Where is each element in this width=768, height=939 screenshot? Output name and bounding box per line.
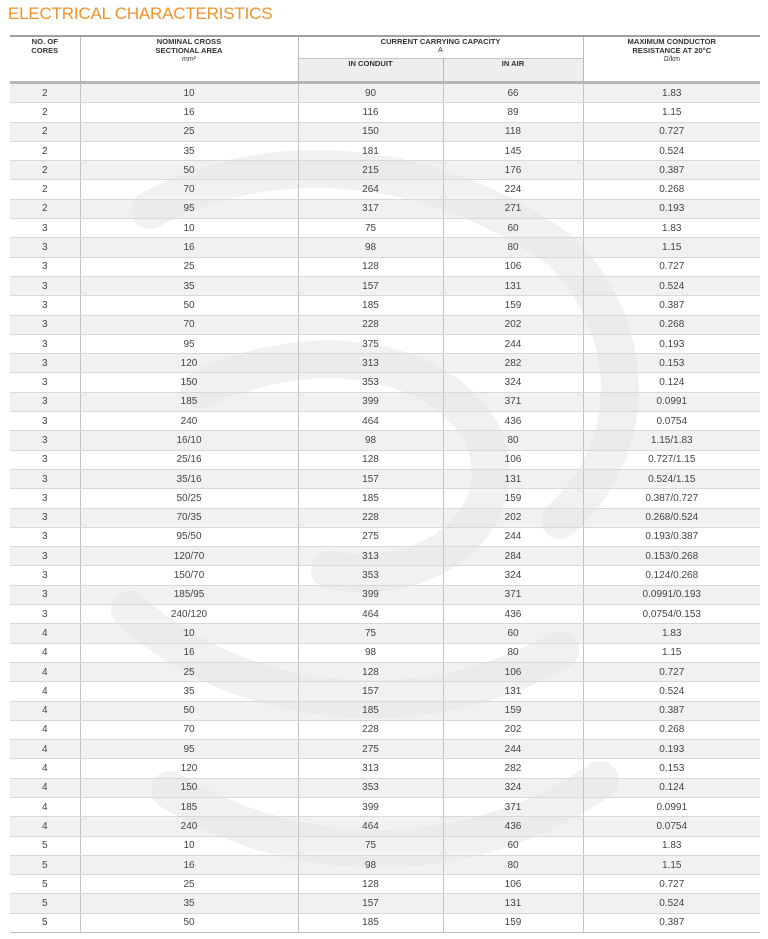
cell-cores: 3 bbox=[10, 450, 80, 469]
cell-resistance: 1.83 bbox=[583, 219, 760, 238]
cell-in-air: 80 bbox=[443, 855, 583, 874]
cell-in-air: 106 bbox=[443, 875, 583, 894]
cell-in-conduit: 228 bbox=[298, 315, 443, 334]
cell-in-air: 159 bbox=[443, 489, 583, 508]
table-row bbox=[10, 759, 760, 778]
cell-area: 240 bbox=[80, 817, 298, 836]
table-row bbox=[10, 296, 760, 315]
cell-resistance: 0.0754 bbox=[583, 412, 760, 431]
table-row bbox=[10, 527, 760, 546]
cell-area: 95/50 bbox=[80, 527, 298, 546]
cell-resistance: 0.727 bbox=[583, 875, 760, 894]
cell-resistance: 0.193 bbox=[583, 334, 760, 353]
cell-resistance: 0.727 bbox=[583, 122, 760, 141]
electrical-characteristics-table bbox=[10, 35, 760, 933]
cell-cores: 3 bbox=[10, 489, 80, 508]
cell-resistance: 0.268 bbox=[583, 180, 760, 199]
cell-cores: 5 bbox=[10, 836, 80, 855]
cell-in-conduit: 150 bbox=[298, 122, 443, 141]
table-row bbox=[10, 219, 760, 238]
cell-in-air: 106 bbox=[443, 662, 583, 681]
cell-resistance: 0.387 bbox=[583, 701, 760, 720]
cell-resistance: 0.124 bbox=[583, 778, 760, 797]
cell-area: 240 bbox=[80, 412, 298, 431]
cell-cores: 3 bbox=[10, 431, 80, 450]
cell-in-conduit: 157 bbox=[298, 276, 443, 295]
header-in-air: IN AIR bbox=[443, 59, 583, 83]
cell-area: 35/16 bbox=[80, 469, 298, 488]
cell-in-conduit: 399 bbox=[298, 797, 443, 816]
cell-in-conduit: 157 bbox=[298, 894, 443, 913]
table-body bbox=[10, 83, 760, 933]
cell-in-conduit: 464 bbox=[298, 817, 443, 836]
cell-in-conduit: 98 bbox=[298, 855, 443, 874]
cell-cores: 3 bbox=[10, 392, 80, 411]
cell-area: 95 bbox=[80, 334, 298, 353]
cell-in-conduit: 75 bbox=[298, 836, 443, 855]
cell-area: 150/70 bbox=[80, 566, 298, 585]
cell-in-air: 371 bbox=[443, 585, 583, 604]
cell-cores: 3 bbox=[10, 527, 80, 546]
cell-area: 10 bbox=[80, 624, 298, 643]
cell-area: 50 bbox=[80, 161, 298, 180]
table-row bbox=[10, 605, 760, 624]
cell-area: 25 bbox=[80, 122, 298, 141]
cell-in-conduit: 317 bbox=[298, 199, 443, 218]
cell-in-air: 60 bbox=[443, 836, 583, 855]
cell-in-conduit: 181 bbox=[298, 141, 443, 160]
cell-cores: 2 bbox=[10, 103, 80, 122]
table-row bbox=[10, 547, 760, 566]
header-current-capacity: CURRENT CARRYING CAPACITY A bbox=[298, 36, 583, 59]
cell-in-air: 131 bbox=[443, 894, 583, 913]
cell-cores: 3 bbox=[10, 238, 80, 257]
table-row bbox=[10, 412, 760, 431]
cell-in-conduit: 464 bbox=[298, 412, 443, 431]
table-row bbox=[10, 469, 760, 488]
cell-in-conduit: 75 bbox=[298, 624, 443, 643]
cell-in-conduit: 185 bbox=[298, 701, 443, 720]
cell-cores: 2 bbox=[10, 141, 80, 160]
cell-cores: 3 bbox=[10, 296, 80, 315]
cell-in-conduit: 90 bbox=[298, 83, 443, 103]
cell-in-air: 202 bbox=[443, 720, 583, 739]
cell-resistance: 1.15 bbox=[583, 238, 760, 257]
cell-in-air: 282 bbox=[443, 354, 583, 373]
cell-in-air: 106 bbox=[443, 257, 583, 276]
cell-area: 16 bbox=[80, 643, 298, 662]
cell-in-air: 159 bbox=[443, 296, 583, 315]
cell-in-air: 159 bbox=[443, 913, 583, 932]
cell-resistance: 1.15 bbox=[583, 643, 760, 662]
table-row bbox=[10, 778, 760, 797]
cell-area: 50/25 bbox=[80, 489, 298, 508]
cell-cores: 4 bbox=[10, 817, 80, 836]
cell-area: 120 bbox=[80, 759, 298, 778]
table-row bbox=[10, 662, 760, 681]
cell-in-air: 80 bbox=[443, 431, 583, 450]
cell-in-conduit: 228 bbox=[298, 508, 443, 527]
cell-resistance: 0.153 bbox=[583, 759, 760, 778]
cell-area: 150 bbox=[80, 373, 298, 392]
cell-in-conduit: 128 bbox=[298, 662, 443, 681]
cell-resistance: 0.0754/0.153 bbox=[583, 605, 760, 624]
cell-cores: 3 bbox=[10, 508, 80, 527]
cell-resistance: 0.268 bbox=[583, 315, 760, 334]
cell-area: 16 bbox=[80, 103, 298, 122]
cell-area: 10 bbox=[80, 219, 298, 238]
cell-cores: 4 bbox=[10, 778, 80, 797]
cell-in-conduit: 98 bbox=[298, 643, 443, 662]
cell-in-air: 436 bbox=[443, 817, 583, 836]
cell-cores: 3 bbox=[10, 469, 80, 488]
cell-resistance: 0.387 bbox=[583, 296, 760, 315]
cell-area: 16/10 bbox=[80, 431, 298, 450]
cell-cores: 5 bbox=[10, 913, 80, 932]
cell-area: 35 bbox=[80, 682, 298, 701]
cell-resistance: 1.15 bbox=[583, 103, 760, 122]
table-row bbox=[10, 913, 760, 932]
cell-area: 95 bbox=[80, 740, 298, 759]
table-row bbox=[10, 103, 760, 122]
cell-in-air: 282 bbox=[443, 759, 583, 778]
cell-resistance: 0.387/0.727 bbox=[583, 489, 760, 508]
cell-resistance: 0.193 bbox=[583, 740, 760, 759]
cell-area: 35 bbox=[80, 276, 298, 295]
cell-resistance: 0.524 bbox=[583, 682, 760, 701]
cell-cores: 3 bbox=[10, 315, 80, 334]
cell-cores: 2 bbox=[10, 161, 80, 180]
cell-area: 70 bbox=[80, 180, 298, 199]
cell-in-air: 244 bbox=[443, 527, 583, 546]
cell-cores: 2 bbox=[10, 199, 80, 218]
cell-in-conduit: 128 bbox=[298, 875, 443, 894]
cell-in-air: 106 bbox=[443, 450, 583, 469]
header-no-of-cores: NO. OF CORES bbox=[10, 36, 80, 83]
cell-in-conduit: 275 bbox=[298, 740, 443, 759]
table-row bbox=[10, 624, 760, 643]
cell-in-conduit: 185 bbox=[298, 913, 443, 932]
cell-in-conduit: 215 bbox=[298, 161, 443, 180]
cell-area: 25 bbox=[80, 875, 298, 894]
cell-in-air: 284 bbox=[443, 547, 583, 566]
table-row bbox=[10, 199, 760, 218]
table-row bbox=[10, 141, 760, 160]
cell-area: 185/95 bbox=[80, 585, 298, 604]
cell-in-air: 131 bbox=[443, 276, 583, 295]
cell-cores: 5 bbox=[10, 894, 80, 913]
cell-in-conduit: 353 bbox=[298, 566, 443, 585]
cell-cores: 3 bbox=[10, 334, 80, 353]
cell-cores: 4 bbox=[10, 797, 80, 816]
cell-in-air: 202 bbox=[443, 315, 583, 334]
cell-cores: 4 bbox=[10, 624, 80, 643]
cell-in-conduit: 264 bbox=[298, 180, 443, 199]
page-title: ELECTRICAL CHARACTERISTICS bbox=[8, 4, 273, 23]
cell-resistance: 0.387 bbox=[583, 161, 760, 180]
cell-in-conduit: 228 bbox=[298, 720, 443, 739]
cell-in-air: 145 bbox=[443, 141, 583, 160]
table-row bbox=[10, 643, 760, 662]
cell-area: 70/35 bbox=[80, 508, 298, 527]
cell-in-air: 202 bbox=[443, 508, 583, 527]
cell-in-air: 324 bbox=[443, 566, 583, 585]
cell-area: 35 bbox=[80, 894, 298, 913]
table-row bbox=[10, 122, 760, 141]
cell-resistance: 1.15/1.83 bbox=[583, 431, 760, 450]
cell-cores: 3 bbox=[10, 373, 80, 392]
cell-cores: 4 bbox=[10, 720, 80, 739]
table-row bbox=[10, 315, 760, 334]
header-in-conduit: IN CONDUIT bbox=[298, 59, 443, 83]
cell-area: 50 bbox=[80, 296, 298, 315]
cell-resistance: 0.727 bbox=[583, 662, 760, 681]
cell-cores: 4 bbox=[10, 643, 80, 662]
cell-area: 120/70 bbox=[80, 547, 298, 566]
cell-cores: 4 bbox=[10, 740, 80, 759]
cell-in-air: 131 bbox=[443, 682, 583, 701]
cell-in-air: 60 bbox=[443, 624, 583, 643]
table-row bbox=[10, 701, 760, 720]
header-nominal-area: NOMINAL CROSS SECTIONAL AREA mm² bbox=[80, 36, 298, 83]
cell-area: 16 bbox=[80, 238, 298, 257]
cell-resistance: 0.524 bbox=[583, 894, 760, 913]
cell-in-air: 324 bbox=[443, 373, 583, 392]
cell-resistance: 0.153/0.268 bbox=[583, 547, 760, 566]
cell-area: 35 bbox=[80, 141, 298, 160]
table-row bbox=[10, 354, 760, 373]
cell-resistance: 0.0991 bbox=[583, 797, 760, 816]
cell-in-air: 80 bbox=[443, 643, 583, 662]
cell-cores: 2 bbox=[10, 180, 80, 199]
cell-resistance: 0.524 bbox=[583, 141, 760, 160]
table-row bbox=[10, 489, 760, 508]
cell-cores: 4 bbox=[10, 662, 80, 681]
cell-in-conduit: 375 bbox=[298, 334, 443, 353]
cell-in-conduit: 353 bbox=[298, 373, 443, 392]
cell-area: 70 bbox=[80, 720, 298, 739]
cell-area: 10 bbox=[80, 836, 298, 855]
cell-resistance: 0.124 bbox=[583, 373, 760, 392]
cell-cores: 3 bbox=[10, 354, 80, 373]
cell-in-air: 436 bbox=[443, 412, 583, 431]
cell-resistance: 1.83 bbox=[583, 624, 760, 643]
cell-in-conduit: 185 bbox=[298, 489, 443, 508]
table-row bbox=[10, 238, 760, 257]
cell-cores: 3 bbox=[10, 585, 80, 604]
cell-resistance: 1.83 bbox=[583, 83, 760, 103]
cell-cores: 3 bbox=[10, 219, 80, 238]
cell-resistance: 0.524 bbox=[583, 276, 760, 295]
cell-in-air: 131 bbox=[443, 469, 583, 488]
cell-cores: 3 bbox=[10, 257, 80, 276]
table-row bbox=[10, 373, 760, 392]
cell-in-air: 324 bbox=[443, 778, 583, 797]
cell-area: 10 bbox=[80, 83, 298, 103]
table-row bbox=[10, 431, 760, 450]
cell-in-air: 80 bbox=[443, 238, 583, 257]
cell-area: 150 bbox=[80, 778, 298, 797]
cell-in-air: 60 bbox=[443, 219, 583, 238]
table-row bbox=[10, 875, 760, 894]
cell-in-conduit: 185 bbox=[298, 296, 443, 315]
header-area-unit: mm² bbox=[182, 56, 196, 63]
cell-resistance: 0.387 bbox=[583, 913, 760, 932]
cell-cores: 3 bbox=[10, 547, 80, 566]
cell-resistance: 1.83 bbox=[583, 836, 760, 855]
table-row bbox=[10, 508, 760, 527]
cell-cores: 5 bbox=[10, 875, 80, 894]
cell-area: 240/120 bbox=[80, 605, 298, 624]
table-row bbox=[10, 836, 760, 855]
cell-resistance: 0.124/0.268 bbox=[583, 566, 760, 585]
cell-area: 16 bbox=[80, 855, 298, 874]
cell-area: 95 bbox=[80, 199, 298, 218]
cell-area: 70 bbox=[80, 315, 298, 334]
cell-area: 25 bbox=[80, 257, 298, 276]
table-row bbox=[10, 392, 760, 411]
cell-in-air: 176 bbox=[443, 161, 583, 180]
cell-area: 185 bbox=[80, 392, 298, 411]
cell-resistance: 0.727 bbox=[583, 257, 760, 276]
cell-in-conduit: 464 bbox=[298, 605, 443, 624]
table-row bbox=[10, 180, 760, 199]
cell-cores: 4 bbox=[10, 701, 80, 720]
table-row bbox=[10, 257, 760, 276]
table-row bbox=[10, 276, 760, 295]
cell-in-conduit: 399 bbox=[298, 392, 443, 411]
cell-area: 50 bbox=[80, 701, 298, 720]
cell-resistance: 0.193/0.387 bbox=[583, 527, 760, 546]
cell-in-air: 66 bbox=[443, 83, 583, 103]
header-capacity-unit: A bbox=[438, 47, 443, 54]
cell-in-conduit: 98 bbox=[298, 431, 443, 450]
cell-resistance: 1.15 bbox=[583, 855, 760, 874]
cell-area: 120 bbox=[80, 354, 298, 373]
cell-cores: 2 bbox=[10, 83, 80, 103]
cell-in-air: 159 bbox=[443, 701, 583, 720]
cell-area: 25/16 bbox=[80, 450, 298, 469]
cell-cores: 4 bbox=[10, 682, 80, 701]
cell-area: 50 bbox=[80, 913, 298, 932]
cell-in-conduit: 116 bbox=[298, 103, 443, 122]
table-row bbox=[10, 855, 760, 874]
cell-in-air: 244 bbox=[443, 740, 583, 759]
table-row bbox=[10, 585, 760, 604]
cell-in-air: 271 bbox=[443, 199, 583, 218]
table-row bbox=[10, 566, 760, 585]
cell-resistance: 0.0991/0.193 bbox=[583, 585, 760, 604]
cell-cores: 3 bbox=[10, 605, 80, 624]
cell-in-conduit: 313 bbox=[298, 759, 443, 778]
cell-in-conduit: 399 bbox=[298, 585, 443, 604]
cell-in-conduit: 157 bbox=[298, 682, 443, 701]
cell-in-conduit: 313 bbox=[298, 547, 443, 566]
cell-in-conduit: 353 bbox=[298, 778, 443, 797]
table-row bbox=[10, 720, 760, 739]
table-row bbox=[10, 894, 760, 913]
cell-in-air: 371 bbox=[443, 797, 583, 816]
cell-in-conduit: 128 bbox=[298, 450, 443, 469]
header-resistance-unit: Ω/km bbox=[663, 56, 680, 63]
cell-cores: 3 bbox=[10, 276, 80, 295]
cell-cores: 3 bbox=[10, 412, 80, 431]
cell-cores: 4 bbox=[10, 759, 80, 778]
cell-resistance: 0.727/1.15 bbox=[583, 450, 760, 469]
cell-resistance: 0.193 bbox=[583, 199, 760, 218]
cell-cores: 5 bbox=[10, 855, 80, 874]
table-row bbox=[10, 797, 760, 816]
cell-in-air: 89 bbox=[443, 103, 583, 122]
table-row bbox=[10, 161, 760, 180]
table-row bbox=[10, 83, 760, 103]
cell-cores: 3 bbox=[10, 566, 80, 585]
cell-in-air: 371 bbox=[443, 392, 583, 411]
cell-in-conduit: 313 bbox=[298, 354, 443, 373]
cell-in-air: 224 bbox=[443, 180, 583, 199]
cell-in-air: 118 bbox=[443, 122, 583, 141]
cell-in-conduit: 128 bbox=[298, 257, 443, 276]
cell-area: 185 bbox=[80, 797, 298, 816]
cell-in-air: 436 bbox=[443, 605, 583, 624]
cell-in-conduit: 275 bbox=[298, 527, 443, 546]
table-row bbox=[10, 817, 760, 836]
cell-resistance: 0.268 bbox=[583, 720, 760, 739]
header-max-resistance: MAXIMUM CONDUCTOR RESISTANCE AT 20°C Ω/km bbox=[583, 36, 760, 83]
cell-resistance: 0.0991 bbox=[583, 392, 760, 411]
cell-in-conduit: 75 bbox=[298, 219, 443, 238]
table-row bbox=[10, 682, 760, 701]
cell-cores: 2 bbox=[10, 122, 80, 141]
table-row bbox=[10, 740, 760, 759]
table-row bbox=[10, 334, 760, 353]
table-row bbox=[10, 450, 760, 469]
cell-resistance: 0.153 bbox=[583, 354, 760, 373]
cell-resistance: 0.524/1.15 bbox=[583, 469, 760, 488]
cell-in-conduit: 157 bbox=[298, 469, 443, 488]
cell-area: 25 bbox=[80, 662, 298, 681]
cell-in-air: 244 bbox=[443, 334, 583, 353]
cell-in-conduit: 98 bbox=[298, 238, 443, 257]
cell-resistance: 0.0754 bbox=[583, 817, 760, 836]
cell-resistance: 0.268/0.524 bbox=[583, 508, 760, 527]
